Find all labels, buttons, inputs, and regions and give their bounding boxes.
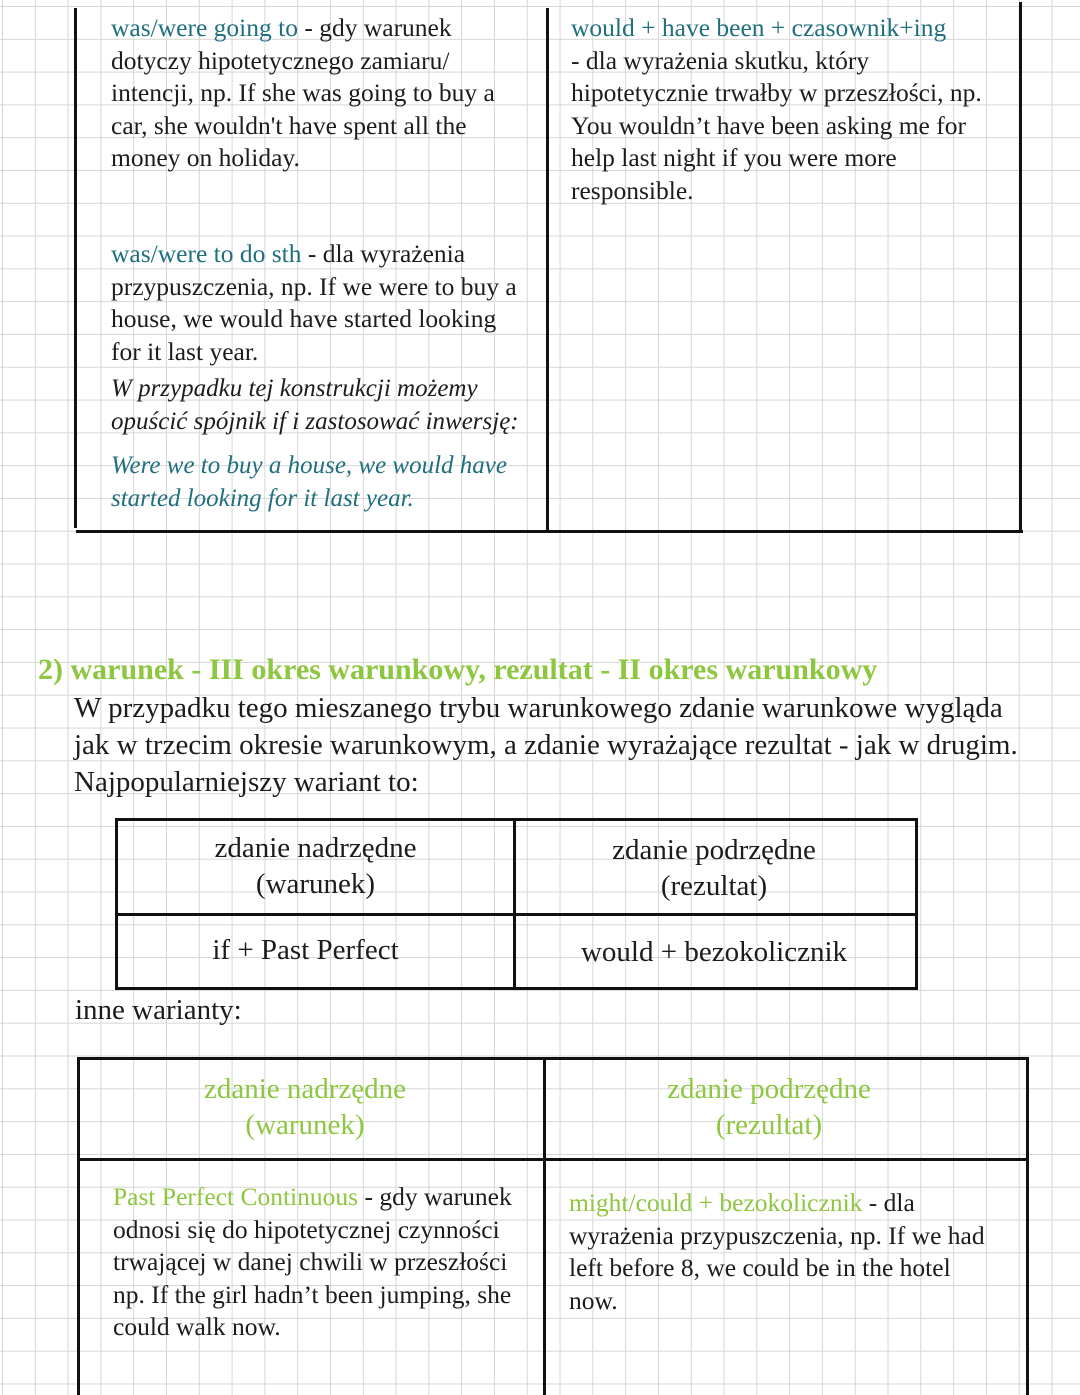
term-was-were-to-do-sth: was/were to do sth (111, 239, 302, 268)
table2-cell-result (569, 1187, 994, 1317)
top-right-cell (571, 12, 1006, 207)
term-might-could: might/could + bezokolicznik (569, 1188, 863, 1217)
header-line: zdanie podrzędne (612, 834, 816, 866)
header-line: (rezultat) (715, 1109, 823, 1141)
term-was-were-going-to: was/were going to (111, 13, 298, 42)
table2-cell-condition (113, 1181, 538, 1344)
table2-top-border (77, 1057, 1029, 1060)
top-table-bottom-border (76, 530, 1023, 533)
table1-header-condition (118, 830, 513, 902)
term-would-have-been-ing: would + have been + czasownik+ing (571, 13, 947, 42)
header-line: zdanie nadrzędne (203, 1073, 407, 1105)
description-text: - gdy warunek dotyczy hipotetycznego zamiaru/ intencji, np. If she was going to buy a car, she wouldn't have spent all the money on holiday. (111, 13, 495, 172)
header-line: zdanie podrzędne (667, 1073, 871, 1105)
description-text: - gdy warunek odnosi się do hipotetycznej czynności trwającej w danej chwili w przeszłości np. If the girl hadn’t been jumping, she could walk now. (113, 1182, 512, 1341)
table1-header-result (516, 832, 912, 904)
table1-row-divider (118, 913, 918, 916)
description-text: - dla wyrażenia skutku, który hipotetycznie trwałby w przeszłości, np. You wouldn’t have been asking me for help last night if you were more responsible. (571, 45, 982, 205)
table2-row-divider (77, 1158, 1029, 1161)
description-text: - dla wyrażenia przypuszczenia, np. If we had left before 8, we could be in the hotel now. (569, 1188, 985, 1315)
table2-header-result (546, 1071, 992, 1143)
table1-cell-result: would + bezokolicznik (580, 936, 847, 968)
section-intro: W przypadku tego mieszanego trybu warunkowego zdanie warunkowe wygląda jak w trzecim okresie warunkowym, a zdanie wyrażające rezultat - jak w drugim. Najpopularniejszy wariant to: (74, 692, 1018, 798)
table2-header-condition (80, 1071, 530, 1143)
top-left-cell-block-1 (111, 12, 531, 175)
top-left-cell-block-2 (111, 238, 531, 368)
top-table-right-border (1019, 2, 1022, 530)
description-text: - dla wyrażenia przypuszczenia, np. If we were to buy a house, we would have started looking for it last year. (111, 239, 517, 366)
table2-right-border (1026, 1057, 1029, 1395)
header-line: zdanie nadrzędne (214, 832, 417, 864)
header-line: (warunek) (245, 1109, 365, 1141)
table1-cell-condition: if + Past Perfect (212, 934, 399, 966)
section-title: 2) warunek - III okres warunkowy, rezultat - II okres warunkowy (38, 653, 878, 686)
inversion-note: W przypadku tej konstrukcji możemy opuścić spójnik if i zastosować inwersję: (111, 375, 519, 435)
header-line: (warunek) (255, 868, 376, 900)
top-table-middle-border (546, 8, 549, 532)
term-past-perfect-continuous: Past Perfect Continuous (113, 1182, 359, 1211)
inversion-example: Were we to buy a house, we would have started looking for it last year. (111, 452, 507, 512)
other-variants-label: inne warianty: (75, 994, 242, 1026)
header-line: (rezultat) (660, 870, 768, 902)
top-table-left-border (74, 8, 77, 528)
